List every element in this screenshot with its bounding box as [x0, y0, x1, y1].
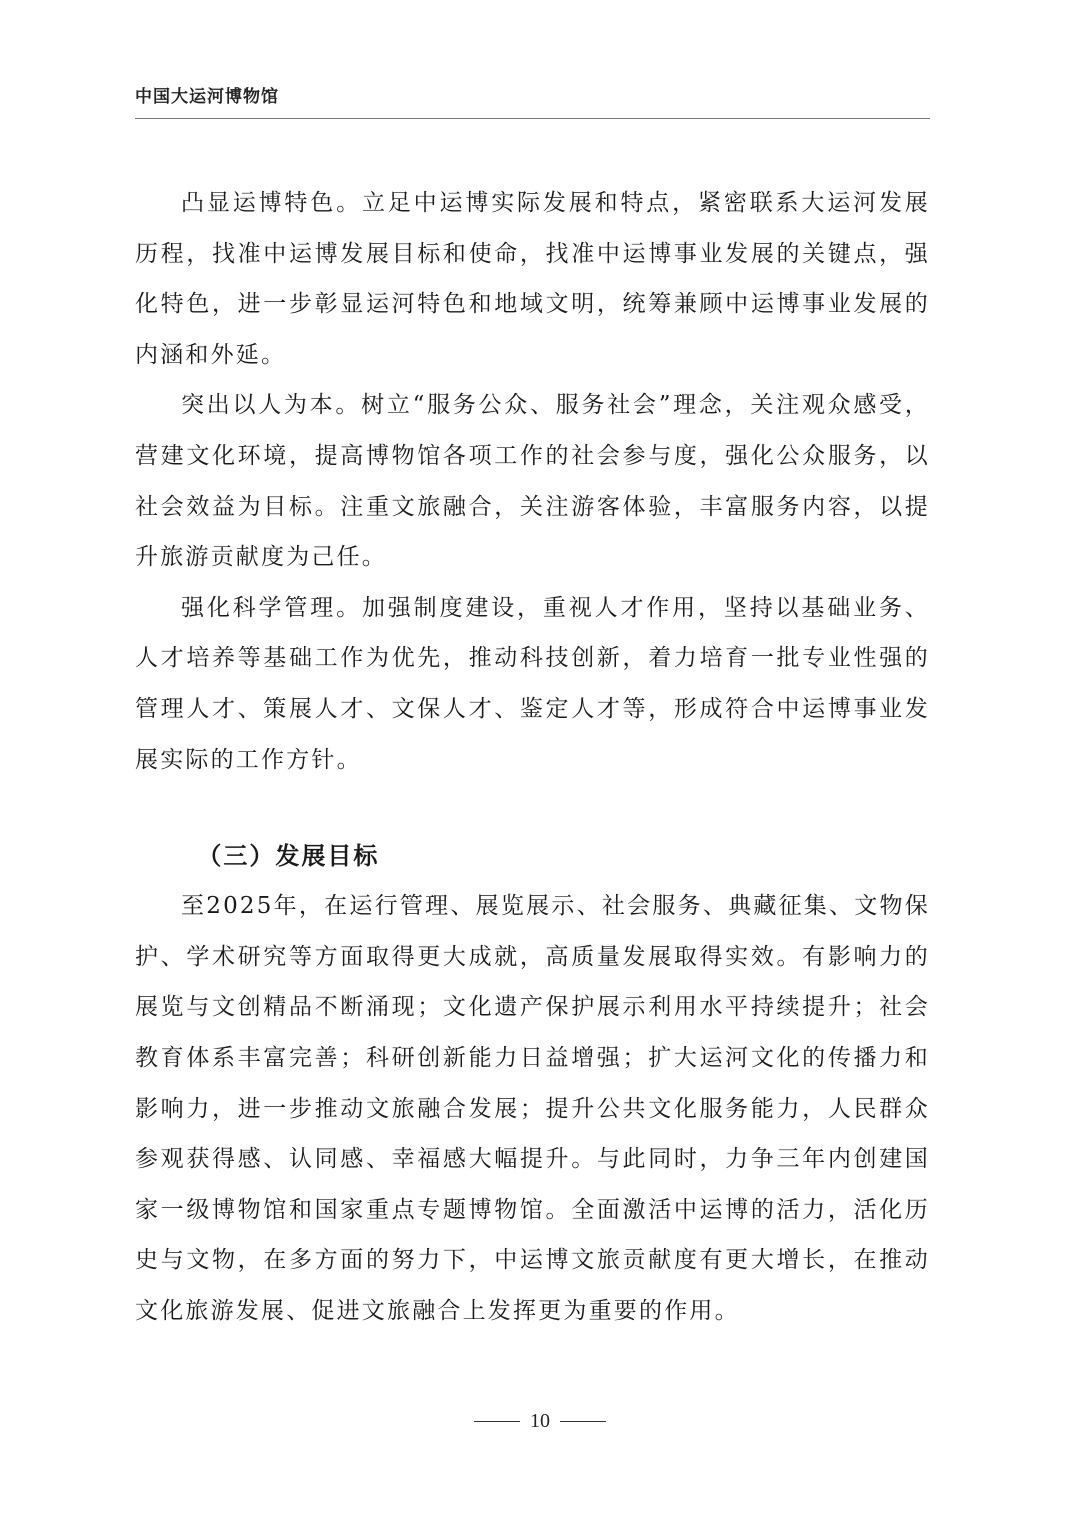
header-title: 中国大运河博物馆	[135, 87, 279, 107]
footer-rule-left	[474, 1421, 520, 1422]
paragraph-scientific-management: 强化科学管理。加强制度建设，重视人才作用，坚持以基础业务、人才培养等基础工作为优先，推动科技创新，着力培育一批专业性强的管理人才、策展人才、文保人才、鉴定人才等，形成符合中运博事业发展实际的工作方针。	[135, 594, 930, 773]
footer-rule-right	[560, 1421, 606, 1422]
section-heading: （三）发展目标	[197, 842, 380, 871]
page-header	[135, 78, 930, 119]
page-footer	[0, 1406, 1080, 1436]
document-body	[135, 178, 930, 1336]
paragraph-people-oriented: 突出以人为本。树立“服务公众、服务社会”理念，关注观众感受，营建文化环境，提高博物馆各项工作的社会参与度，强化公众服务，以社会效益为目标。注重文旅融合，关注游客体验，丰富服务内容，以提升旅游贡献度为己任。	[135, 392, 930, 571]
section-development-goals	[135, 831, 930, 1336]
paragraph-distinctive-features: 凸显运博特色。立足中运博实际发展和特点，紧密联系大运河发展历程，找准中运博发展目标和使命，找准中运博事业发展的关键点，强化特色，进一步彰显运河特色和地域文明，统筹兼顾中运博事业发展的内涵和外延。	[135, 190, 930, 368]
page-number: 10	[530, 1409, 550, 1432]
paragraph-development-goals: 至2025年，在运行管理、展览展示、社会服务、典藏征集、文物保护、学术研究等方面取得更大成就，高质量发展取得实效。有影响力的展览与文创精品不断涌现；文化遗产保护展示利用水平持续提升；社会教育体系丰富完善；科研创新能力日益增强；扩大运河文化的传播力和影响力，进一步推动文旅融合发展；提升公共文化服务能力，人民群众参观获得感、认同感、幸福感大幅提升。与此同时，力争三年内创建国家一级博物馆和国家重点专题博物馆。全面激活中运博的活力，活化历史与文物，在多方面的努力下，中运博文旅贡献度有更大增长，在推动文化旅游发展、促进文旅融合上发挥更为重要的作用。	[135, 893, 930, 1324]
